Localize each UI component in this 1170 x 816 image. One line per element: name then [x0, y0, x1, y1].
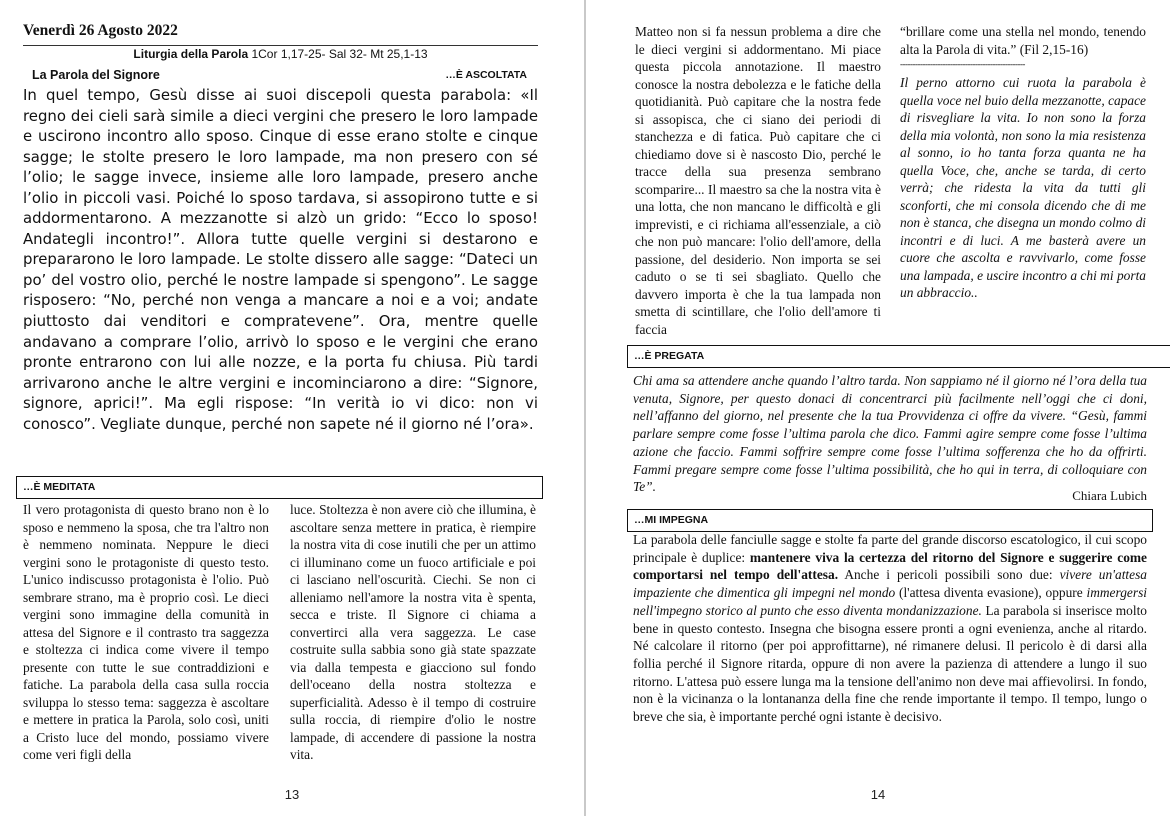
meditata-label: …È MEDITATA [23, 481, 96, 493]
impegna-part-4: La parabola si inserisce molto bene in questo contesto. Insegna che bisogna essere pronti a ogni evenienza, anche al ritardo. Né calcolare il ritorno (per poi approfittarne), né rimanere delusi. Il pericolo è di darsi alla follia perché il Signore ritarda, oppure di non avere la pazienza di attendere a lungo il suo ritorno. L'attesa può essere lunga ma la tensione dell'animo non deve mai affievolirsi. In fondo, non è la vicinanza o la lontananza della fine che rende importante il tempo. Il tempo, lungo o breve che sia, è importante perché ogni istante è decisivo. [633, 602, 1148, 725]
gospel-text [23, 85, 538, 434]
meditata-col1-text: Il vero protagonista di questo brano non è lo sposo e nemmeno la sposa, che tra l'altro non è nemmeno nominata. Neppure le dieci vergini sono le protagoniste di questo testo. L'unico indiscusso protagonista è l'olio. Può sembrare strano, ma è proprio così. Le dieci vergini sono immagine della comunità in attesa del Signore e il contrasto tra saggezza e stoltezza ci indica come vivere il tempo presente con tutte le sue contraddizioni e fatiche. La parabola della casa sulla roccia sviluppa lo stesso tema: saggezza è ascoltare e mettere in pratica la Parola, solo così, uniti a Cristo luce del mondo, possiamo vivere come veri figli della [23, 502, 269, 762]
gospel-paragraph: In quel tempo, Gesù disse ai suoi discepoli questa parabola: «Il regno dei cieli sarà simile a dieci vergini che presero le loro lampade e uscirono incontro allo sposo. Cinque di esse erano stolte e cinque sagge; le stolte presero le loro lampade, ma non presero con sé l’olio; le sagge invece, insieme alle loro lampade, presero anche l’olio in piccoli vasi. Poiché lo sposo tardava, si assopirono tutte e si addormentarono. A mezzanotte si alzò un grido: “Ecco lo sposo! Andategli incontro!”. Allora tutte quelle vergini si destarono e prepararono le loro lampade. Le stolte dissero alle sagge: “Dateci un po’ del vostro olio, perché le nostre lampade si spengono”. Le sagge risposero: “No, perché non venga a mancare a noi e a voi; andate piuttosto dai venditori e compratevene”. Ora, mentre quelle andavano a comprare l’olio, arrivò lo sposo e le vergini che erano pronte entrarono con lui alle nozze, e la porta fu chiusa. Più tardi arrivarono anche le altre vergini e incominciarono a dire: “Signore, signore, aprici!”. Ma egli rispose: “In verità io vi dico: non vi conosco”. Vegliate dunque, perché non sapete né il giorno né l’ora». [23, 86, 538, 433]
impegna-bold: mantenere viva la certezza del ritorno del Signore e suggerire come comportarsi nel tempo dell'attesa. [633, 549, 1147, 583]
pregata-header [627, 345, 1170, 368]
right-column-2 [900, 23, 1146, 302]
liturgia-line [23, 47, 538, 61]
separator-line: -------------------------------------------------- [900, 59, 1025, 69]
right-col2-quote: “brillare come una stella nel mondo, tenendo alta la Parola di vita.” (Fil 2,15-16) [900, 24, 1146, 57]
meditata-col2-text: luce. Stoltezza è non avere ciò che illumina, è ascoltare senza mettere in pratica, è riempire la nostra vita di cose inutili che per un attimo ci illuminano come un fuoco artificiale e poi ci lasciano nell'oscurità. Ciechi. Se non ci alleniamo nell'amore la nostra vita è spenta, secca e triste. Il Signore ci chiama a convertirci alla vera saggezza. Le case costruite sulla sabbia sono già state spazzate via dalla tempesta e giacciono sul fondo dell'oceano della nostra stoltezza e superficialità. Adesso è il tempo di costruire sulla roccia, di riempire d'olio le nostre lampade, di accendere di passione la nostra vita. [290, 502, 536, 762]
meditata-column-1 [23, 501, 269, 764]
right-col1-text: Matteo non si fa nessun problema a dire che le dieci vergini si addormentano. Mi piace questa piccola annotazione. Il maestro conosce la nostra debolezza e le fatiche della quotidianità. Può capitare che la nostra fede si assopisca, che ci siano dei periodi di stanchezza e di fatica. Può capitare che ci chiediamo dove si è nascosto Dio, perché le tracce della sua presenza sembrano scomparire... Il maestro sa che la nostra vita è una lotta, che non mancano le difficoltà e gli imprevisti, e ci richiama all'essenziale, a ciò che non può mancare: l'olio dell'amore, della passione, del desiderio. Non importa se sei caduto o se ti sei sbagliato. Quello che davvero importa è che la tua lampada non smetta di scintillare, che l'olio dell'amore ti faccia [635, 24, 881, 337]
right-col2-meditation: Il perno attorno cui ruota la parabola è quella voce nel buio della mezzanotte, capace di risvegliare la vita. Io non sono la forza della mia volontà, non sono la mia resistenza al sonno, io ho tanta forza quanta ne ha quella Voce, che, anche se tarda, di certo verrà; che ridesta la vita da tutti gli sconforti, che mi consola dicendo che di me non è stanca, che disegna un mondo colmo di incontri e di luci. A me basterà avere un cuore che ascolta e ravvivarlo, come fosse una lampada, e uscire incontro a chi mi porta un abbraccio.. [900, 75, 1146, 300]
parola-label: La Parola del Signore [32, 68, 160, 82]
header-rule [23, 45, 538, 46]
meditata-header [16, 476, 543, 499]
page-number-right: 14 [870, 787, 886, 802]
impegna-paragraph [633, 531, 1147, 726]
pregata-text: Chi ama sa attendere anche quando l’altro tarda. Non sappiamo né il giorno né l’ora della tua venuta, Signore, per questo donaci di concentrarci più facilmente nell’oggi che ci doni, nell’affanno del giorno, nel presente che la tua Provvidenza ci offre da vivere. “Gesù, fammi parlare sempre come fosse l’ultima parola che dico. Fammi agire sempre come fosse l’ultima azione che faccio. Fammi soffrire sempre come fosse l’ultima sofferenza che ho da offrirti. Fammi pregare sempre come fosse l’ultima possibilità, che ho qui in terra, di colloquiare con Te”. [633, 373, 1147, 495]
liturgia-title: Liturgia della Parola [133, 47, 249, 61]
impegna-part-1: La parabola delle fanciulle sagge e stolte fa parte del grande discorso escatologico, il cui scopo principale è duplice: [633, 532, 1147, 565]
liturgia-refs: 1Cor 1,17-25- Sal 32- Mt 25,1-13 [251, 47, 428, 61]
left-page [0, 0, 584, 816]
impegna-part-2: Anche i pericoli possibili sono due: [838, 567, 1060, 583]
impegna-part-3: (l'attesa diventa evasione), oppure [895, 585, 1087, 601]
right-column-1 [635, 23, 881, 338]
impegna-italic-1: vivere un'attesa impaziente che dimentica gli impegni nel mondo [633, 567, 1148, 601]
page-date: Venerdì 26 Agosto 2022 [23, 22, 178, 39]
pregata-label: …È PREGATA [634, 350, 705, 362]
pregata-author: Chiara Lubich [1072, 488, 1147, 503]
impegna-header [627, 509, 1153, 532]
ascoltata-label: …È ASCOLTATA [445, 69, 527, 81]
meditata-column-2 [290, 501, 536, 764]
impegna-label: …MI IMPEGNA [634, 514, 709, 526]
impegna-text [633, 531, 1147, 726]
page-number-left: 13 [284, 787, 300, 802]
impegna-italic-2: immergersi nell'impegno storico al punto che esso diventa mondanizzazione. [633, 585, 1147, 618]
